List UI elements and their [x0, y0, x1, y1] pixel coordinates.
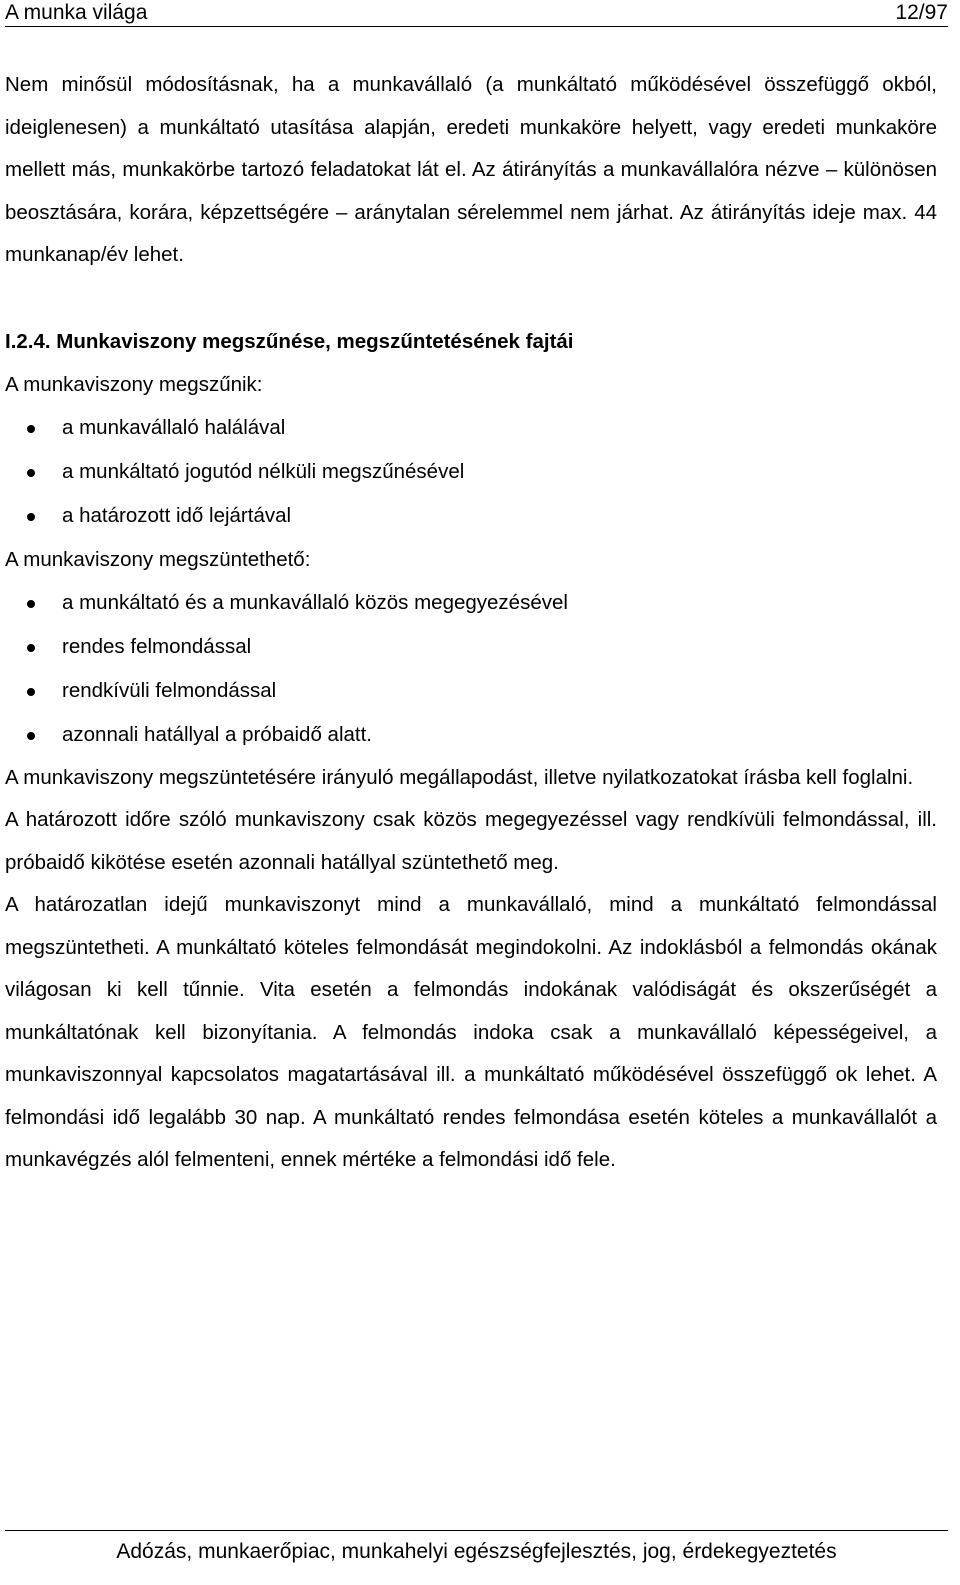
- section-heading: I.2.4. Munkaviszony megszűnése, megszűntetésének fajtái: [5, 329, 574, 353]
- footer-text: Adózás, munkaerőpiac, munkahelyi egészségfejlesztés, jog, érdekegyeztetés: [116, 1540, 837, 1563]
- ends-label: A munkaviszony megszűnik:: [5, 372, 263, 396]
- list-item: a munkavállaló halálával: [5, 406, 937, 450]
- header-title: A munka világa: [5, 1, 148, 24]
- list-item: azonnali hatállyal a próbaidő alatt.: [5, 713, 937, 757]
- ends-list: [5, 406, 937, 538]
- bullet-icon: [27, 425, 35, 433]
- bullet-icon: [27, 469, 35, 477]
- page-number: 12/97: [895, 1, 948, 24]
- terminate-list: [5, 581, 937, 757]
- intro-paragraph: Nem minősül módosításnak, ha a munkavállaló (a munkáltató működésével összefüggő okból, ideiglenesen) a munkáltató utasítása alapján, eredeti munkaköre helyett, vagy eredeti munkaköre mellett más, munkakörbe tartozó feladatokat lát el. Az átirányítás a munkavállalóra nézve – különösen beosztására, korára, képzettségére – aránytalan sérelemmel nem járhat. Az átirányítás ideje max. 44 munkanap/év lehet.: [5, 73, 937, 266]
- list-item: a munkáltató és a munkavállaló közös megegyezésével: [5, 581, 937, 625]
- body-paragraph: A határozott időre szóló munkaviszony csak közös megegyezéssel vagy rendkívüli felmondással, ill. próbaidő kikötése esetén azonnali hatállyal szüntethető meg.: [5, 808, 937, 874]
- body-paragraph: A munkaviszony megszüntetésére irányuló megállapodást, illetve nyilatkozatokat írásba kell foglalni.: [5, 765, 914, 789]
- bullet-icon: [27, 732, 35, 740]
- list-item: rendes felmondással: [5, 625, 937, 669]
- page-content: [5, 64, 937, 1182]
- page-footer: [5, 1530, 948, 1567]
- list-item: a határozott idő lejártával: [5, 494, 937, 538]
- bullet-icon: [27, 688, 35, 696]
- list-item: rendkívüli felmondással: [5, 669, 937, 713]
- bullet-icon: [27, 600, 35, 608]
- page-header: [5, 0, 948, 27]
- list-item: a munkáltató jogutód nélküli megszűnésével: [5, 450, 937, 494]
- body-paragraph: A határozatlan idejű munkaviszonyt mind a munkavállaló, mind a munkáltató felmondással megszüntetheti. A munkáltató köteles felmondását megindokolni. Az indoklásból a felmondás okának világosan ki kell tűnnie. Vita esetén a felmondás indokának valódiságát és okszerűségét a munkáltatónak kell bizonyítania. A felmondás indoka csak a munkavállaló képességeivel, a munkaviszonnyal kapcsolatos magatartásával ill. a munkáltató működésével összefüggő ok lehet. A felmondási idő legalább 30 nap. A munkáltató rendes felmondása esetén köteles a munkavállalót a munkavégzés alól felmenteni, ennek mértéke a felmondási idő fele.: [5, 893, 937, 1171]
- bullet-icon: [27, 644, 35, 652]
- bullet-icon: [27, 513, 35, 521]
- spacer: [5, 277, 937, 321]
- terminate-label: A munkaviszony megszüntethető:: [5, 547, 311, 571]
